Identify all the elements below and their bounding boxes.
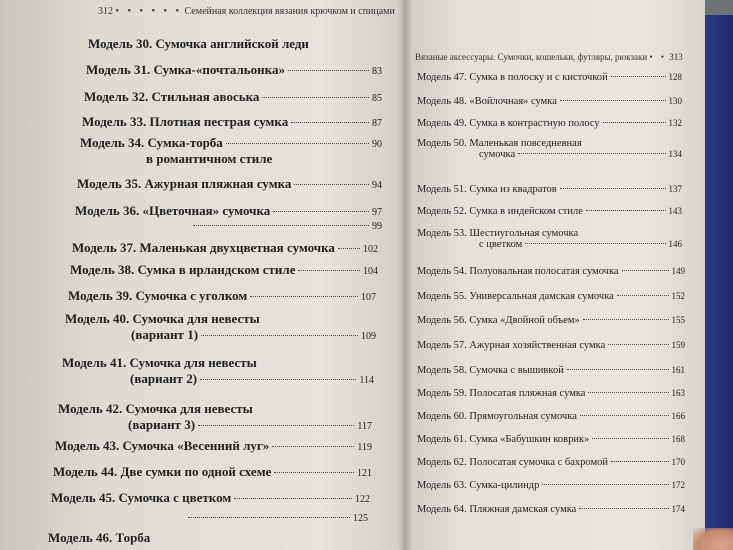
toc-page-number: 83 <box>372 66 382 77</box>
dot-leader <box>200 379 356 380</box>
toc-entry-30 <box>88 36 378 52</box>
toc-entry-title: Модель 49. Сумка в контрастную полосу <box>417 118 600 129</box>
toc-entry-title: Модель 33. Плотная пестрая сумка <box>82 114 289 129</box>
dot-leader <box>622 270 669 271</box>
dot-leader <box>338 248 360 249</box>
toc-entry-64 <box>417 504 685 515</box>
dot-leader <box>226 143 369 144</box>
dot-leader <box>188 517 350 518</box>
toc-entry-41 <box>62 355 374 387</box>
toc-page-number: 125 <box>353 513 368 524</box>
toc-entry-title: Модель 30. Сумочка английской леди <box>88 36 309 51</box>
toc-entry-32 <box>84 89 382 105</box>
left-header-title: Семейная коллекция вязания крючком и спицами <box>184 6 395 17</box>
toc-page-number: 102 <box>363 244 378 255</box>
toc-entry-title: Модель 41. Сумочка для невесты <box>62 355 257 370</box>
toc-entry-title: Модель 60. Прямоугольная сумочка <box>417 411 577 422</box>
toc-page-number: 99 <box>372 221 382 232</box>
toc-entry-56 <box>417 315 685 326</box>
toc-entry-title: Модель 47. Сумка в полоску и с кисточкой <box>417 72 608 83</box>
dot-leader <box>560 100 666 101</box>
toc-entry-title: Модель 34. Сумка-торба <box>80 135 223 150</box>
dot-leader <box>583 319 669 320</box>
dot-leader <box>518 153 665 154</box>
dot-leader <box>201 335 358 336</box>
toc-page-number: 168 <box>671 434 685 444</box>
toc-entry-48 <box>417 96 682 107</box>
toc-page-number: 119 <box>357 442 372 453</box>
toc-entry-44 <box>53 464 372 480</box>
toc-entry-title: Модель 50. Маленькая повседневная <box>417 138 582 149</box>
toc-page-number: 161 <box>671 365 685 375</box>
toc-entry-60 <box>417 411 685 422</box>
toc-entry-45 <box>51 490 370 506</box>
toc-entry-continuation: в романтичном стиле <box>146 151 273 166</box>
toc-entry-title: Модель 40. Сумочка для невесты <box>65 311 260 326</box>
dot-leader <box>588 392 668 393</box>
thumb-holding-page <box>693 528 733 550</box>
toc-entry-53 <box>417 228 682 250</box>
dot-leader <box>291 122 369 123</box>
toc-page-number: 134 <box>668 149 682 159</box>
toc-page-number: 163 <box>671 388 685 398</box>
right-page <box>405 0 705 550</box>
toc-entry-title: Модель 32. Стильная авоська <box>84 89 260 104</box>
toc-entry-title: Модель 51. Сумка из квадратов <box>417 184 557 195</box>
right-header-title: Вязаные аксессуары. Сумочки, кошельки, футляры, рюкзаки <box>415 52 648 62</box>
dot-leader <box>262 97 369 98</box>
toc-entry-title: Модель 38. Сумка в ирландском стиле <box>70 262 296 277</box>
toc-entry-57 <box>417 340 685 351</box>
dot-leader <box>579 508 668 509</box>
toc-entry-title: Модель 54. Полуовальная полосатая сумочка <box>417 266 619 277</box>
toc-entry-54 <box>417 266 685 277</box>
toc-page-number: 132 <box>668 118 682 128</box>
toc-page-number: 149 <box>671 266 685 276</box>
book-gutter <box>398 0 412 550</box>
left-page-header <box>98 6 395 17</box>
toc-entry-title: Модель 36. «Цветочная» сумочка <box>75 203 271 218</box>
toc-entry-title: Модель 64. Пляжная дамская сумка <box>417 504 577 515</box>
dot-leader <box>608 344 668 345</box>
toc-entry-title: Модель 45. Сумочка с цветком <box>51 490 232 505</box>
toc-page-number: 152 <box>671 291 685 301</box>
toc-entry-title: Модель 63. Сумка-цилиндр <box>417 480 540 491</box>
dot-leader <box>288 70 369 71</box>
toc-entry-title: Модель 46. Торба <box>48 530 151 545</box>
dot-leader <box>586 210 666 211</box>
toc-entry-37 <box>72 240 378 256</box>
toc-page-number: 114 <box>359 375 374 386</box>
toc-entry-title: Модель 43. Сумочка «Весенний луг» <box>55 438 270 453</box>
left-page-number: 312 <box>98 6 113 17</box>
dot-leader <box>592 438 668 439</box>
toc-page-number: 170 <box>671 457 685 467</box>
toc-page-number: 174 <box>671 504 685 514</box>
toc-entry-title: Модель 55. Универсальная дамская сумочка <box>417 291 614 302</box>
toc-entry-47 <box>417 72 682 83</box>
dot-leader <box>250 296 358 297</box>
toc-extra-page-99 <box>190 221 382 232</box>
header-dots: • • • • • • <box>115 6 183 17</box>
dot-leader <box>611 461 669 462</box>
toc-entry-55 <box>417 291 685 302</box>
toc-page-number: 90 <box>372 139 382 150</box>
toc-entry-63 <box>417 480 685 491</box>
toc-page-number: 107 <box>361 292 376 303</box>
toc-page-number: 146 <box>668 239 682 249</box>
toc-entry-continuation: (вариант 1) <box>131 327 199 342</box>
toc-entry-title: Модель 53. Шестиугольная сумочка <box>417 228 579 239</box>
toc-entry-title: Модель 39. Сумочка с уголком <box>68 288 248 303</box>
toc-page-number: 97 <box>372 207 382 218</box>
toc-entry-43 <box>55 438 372 454</box>
toc-page-number: 104 <box>363 266 378 277</box>
toc-entry-continuation: с цветком <box>479 239 523 250</box>
toc-entry-36 <box>75 203 382 219</box>
toc-page-number: 87 <box>372 118 382 129</box>
toc-entry-50 <box>417 138 682 160</box>
dot-leader <box>298 270 360 271</box>
right-page-header <box>415 52 683 62</box>
toc-page-number: 109 <box>361 331 376 342</box>
dot-leader <box>560 188 666 189</box>
dot-leader <box>617 295 669 296</box>
toc-entry-title: Модель 56. Сумка «Двойной объем» <box>417 315 580 326</box>
toc-entry-49 <box>417 118 682 129</box>
dot-leader <box>272 446 354 447</box>
toc-entry-61 <box>417 434 685 445</box>
toc-entry-40 <box>65 311 376 343</box>
toc-entry-38 <box>70 262 378 278</box>
dot-leader <box>274 472 354 473</box>
toc-entry-title: Модель 42. Сумочка для невесты <box>58 401 253 416</box>
toc-entry-35 <box>77 176 382 192</box>
dot-leader <box>294 184 369 185</box>
dot-leader <box>193 225 369 226</box>
dot-leader <box>525 243 665 244</box>
toc-entry-title: Модель 62. Полосатая сумочка с бахромой <box>417 457 608 468</box>
dot-leader <box>580 415 669 416</box>
toc-entry-title: Модель 58. Сумочка с вышивкой <box>417 365 564 376</box>
toc-page-number: 143 <box>668 206 682 216</box>
toc-page-number: 137 <box>668 184 682 194</box>
toc-page-number: 128 <box>668 72 682 82</box>
toc-entry-continuation: (вариант 3) <box>128 417 196 432</box>
toc-entry-52 <box>417 206 682 217</box>
toc-page-number: 85 <box>372 93 382 104</box>
toc-page-number: 122 <box>355 494 370 505</box>
dot-leader <box>603 122 666 123</box>
toc-entry-title: Модель 44. Две сумки по одной схеме <box>53 464 272 479</box>
toc-page-number: 117 <box>357 421 372 432</box>
toc-extra-page-125 <box>185 513 368 524</box>
toc-entry-continuation: сумочка <box>479 149 516 160</box>
dot-leader <box>234 498 352 499</box>
toc-entry-title: Модель 37. Маленькая двухцветная сумочка <box>72 240 335 255</box>
dot-leader <box>542 484 668 485</box>
dot-leader <box>567 369 669 370</box>
toc-entry-39 <box>68 288 376 304</box>
toc-entry-title: Модель 48. «Войлочная» сумка <box>417 96 557 107</box>
toc-entry-46 <box>48 530 248 546</box>
toc-entry-42 <box>58 401 372 433</box>
toc-page-number: 130 <box>668 96 682 106</box>
right-page-number: 313 <box>669 52 683 62</box>
toc-entry-title: Модель 52. Сумка в индейском стиле <box>417 206 583 217</box>
toc-entry-62 <box>417 457 685 468</box>
toc-entry-59 <box>417 388 685 399</box>
toc-entry-title: Модель 61. Сумка «Бабушкин коврик» <box>417 434 590 445</box>
toc-entry-34 <box>80 135 382 167</box>
toc-page-number: 159 <box>671 340 685 350</box>
toc-entry-title: Модель 57. Ажурная хозяйственная сумка <box>417 340 606 351</box>
toc-page-number: 166 <box>671 411 685 421</box>
toc-page-number: 172 <box>671 480 685 490</box>
toc-entry-33 <box>82 114 382 130</box>
toc-entry-51 <box>417 184 682 195</box>
toc-entry-continuation: (вариант 2) <box>130 371 198 386</box>
toc-entry-title: Модель 35. Ажурная пляжная сумка <box>77 176 292 191</box>
toc-page-number: 121 <box>357 468 372 479</box>
toc-page-number: 155 <box>671 315 685 325</box>
toc-entry-58 <box>417 365 685 376</box>
toc-page-number: 94 <box>372 180 382 191</box>
toc-entry-31 <box>86 62 382 78</box>
toc-entry-title: Модель 31. Сумка-«почтальонка» <box>86 62 285 77</box>
header-dots: • • <box>649 52 668 62</box>
toc-entry-title: Модель 59. Полосатая пляжная сумка <box>417 388 586 399</box>
dot-leader <box>273 211 369 212</box>
dot-leader <box>611 76 666 77</box>
dot-leader <box>198 425 354 426</box>
